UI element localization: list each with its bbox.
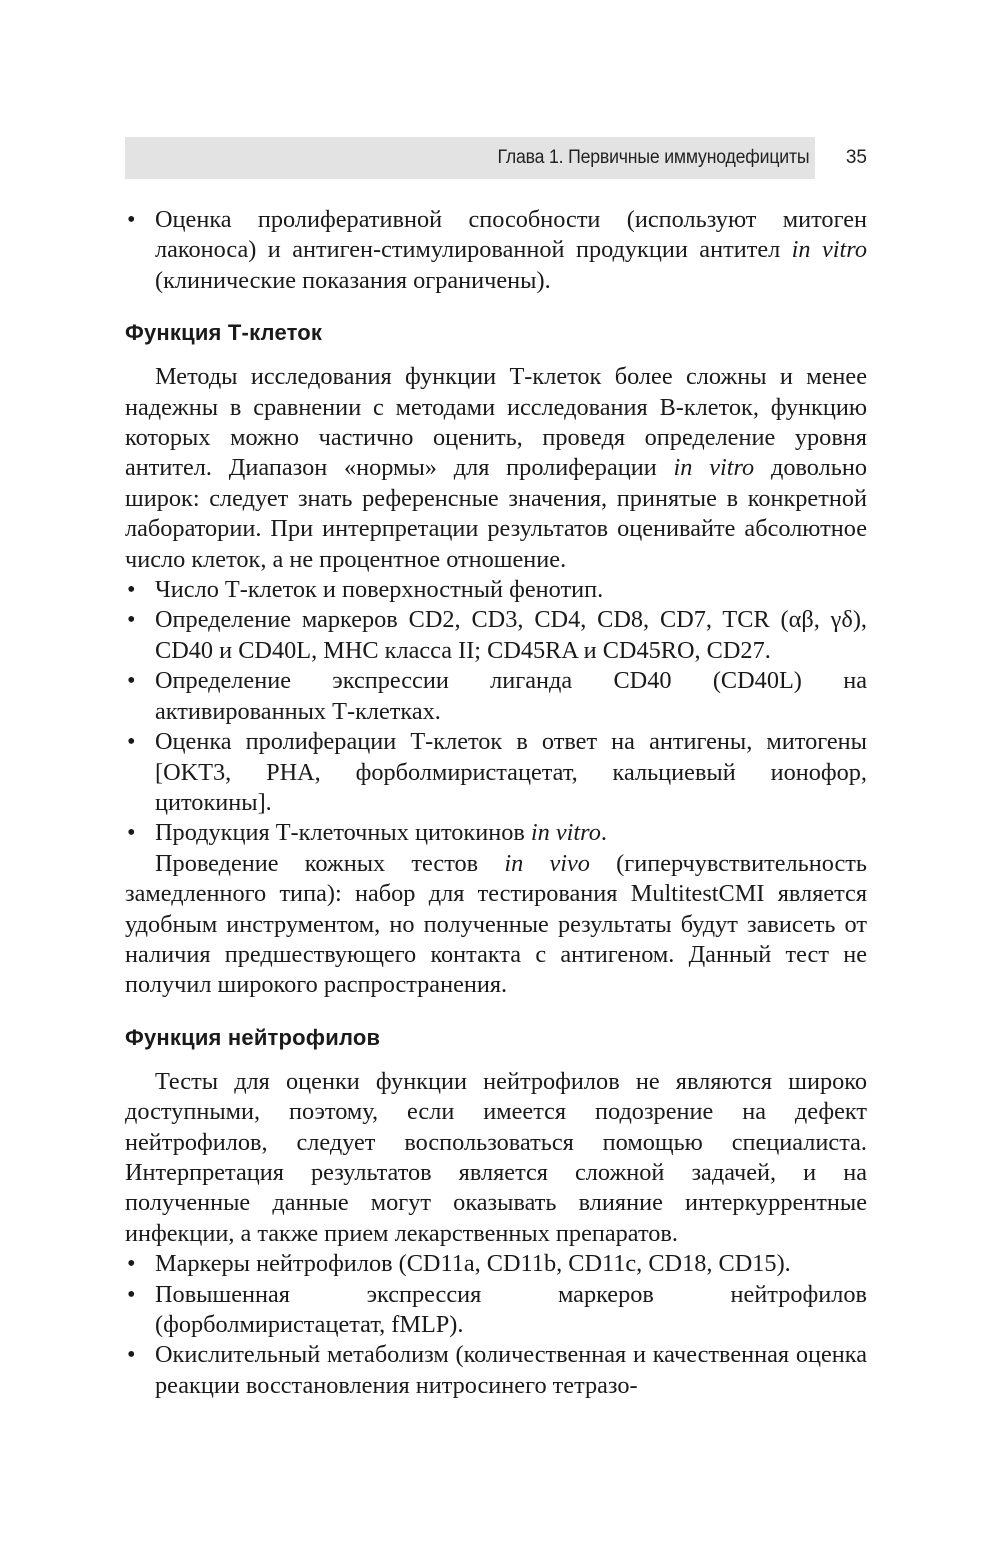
intro-bullet-list xyxy=(125,205,867,296)
bullet-icon: • xyxy=(127,606,136,634)
list-item-text: Маркеры нейтрофилов (CD11a, CD11b, CD11c, CD18, CD15). xyxy=(155,1250,791,1278)
paragraph xyxy=(125,849,867,1001)
section-heading-neutrophils: Функция нейтрофилов xyxy=(125,1024,381,1050)
list-item-text: Определение экспрессии лиганда CD40 (CD40L) на активированных Т-клетках. xyxy=(155,667,867,725)
list-item xyxy=(125,727,867,818)
paragraph-text: довольно широк: следует знать референсные значения, принятые в конкретной лаборатории. При интерпретации результатов оценивайте абсолютное число клеток, а не процентное отношение. xyxy=(125,454,867,573)
list-item-text: Продукция Т-клеточных цитокинов xyxy=(155,819,531,847)
list-item xyxy=(125,666,867,727)
list-item-text: . xyxy=(600,819,607,847)
page-number: 35 xyxy=(845,147,867,168)
list-item xyxy=(125,1340,867,1401)
paragraph-text: Проведение кожных тестов xyxy=(155,849,505,877)
section-heading-t-cells: Функция Т-клеток xyxy=(125,320,323,346)
paragraph xyxy=(125,362,867,575)
bullet-icon: • xyxy=(127,576,136,604)
bullet-icon: • xyxy=(127,667,136,695)
bullet-icon: • xyxy=(127,1280,136,1308)
paragraph-italic: in vitro xyxy=(673,454,755,482)
paragraph-text: Методы исследования функции Т-клеток более сложны и менее надежны в сравнении с методами исследования В-клеток, функцию которых можно частично оценить, проведя определение уровня антител. Диапазон «нормы» для пролиферации xyxy=(125,363,867,482)
bullet-icon: • xyxy=(127,819,136,847)
list-item xyxy=(125,1280,867,1341)
list-item-italic: in vitro xyxy=(530,819,601,847)
paragraph: Тесты для оценки функции нейтрофилов не являются широко доступными, поэтому, если имеется подозрение на дефект нейтрофилов, следует воспользоваться помощью специалиста. Интерпретация результатов является сложной задачей, и на полученные данные могут оказывать влияние интеркуррентные инфекции, а также прием лекарственных препаратов. xyxy=(125,1067,867,1247)
list-item-italic: in vitro xyxy=(791,236,867,264)
paragraph-italic: in vivo xyxy=(504,849,590,877)
bullet-icon: • xyxy=(127,728,136,756)
page-content xyxy=(125,205,867,1401)
list-item-text: Число Т-клеток и поверхностный фенотип. xyxy=(155,576,604,604)
list-item-text: Окислительный метаболизм (количественная и качественная оценка реакции восстановления нитросинего тетразо- xyxy=(155,1341,867,1399)
list-item xyxy=(125,575,867,605)
chapter-title: Глава 1. Первичные иммунодефициты xyxy=(497,147,809,168)
book-page xyxy=(125,137,867,1401)
bullet-icon: • xyxy=(127,1341,136,1369)
list-item xyxy=(125,1249,867,1279)
list-item xyxy=(125,818,867,848)
list-item xyxy=(125,605,867,666)
list-item-text: Повышенная экспрессия маркеров нейтрофилов (форболмиристацетат, fMLP). xyxy=(155,1280,867,1338)
list-item-text: Оценка пролиферативной способности (используют митоген лаконоса) и антиген-стимулированной продукции антител xyxy=(155,206,867,264)
bullet-icon: • xyxy=(127,206,136,233)
list-item xyxy=(125,205,867,296)
list-item-text: (клинические показания ограничены). xyxy=(155,266,551,294)
bullet-icon: • xyxy=(127,1250,136,1278)
list-item-text: Оценка пролиферации Т-клеток в ответ на антигены, митогены [OKT3, PHA, форболмиристацетат, кальциевый ионофор, цитокины]. xyxy=(155,728,867,816)
t-cell-bullet-list xyxy=(125,575,867,849)
list-item-text: Определение маркеров CD2, CD3, CD4, CD8, CD7, TCR (αβ, γδ), CD40 и CD40L, MHC класса II; CD45RA и CD45RO, CD27. xyxy=(155,606,867,664)
neutrophil-bullet-list xyxy=(125,1249,867,1401)
running-head xyxy=(125,137,867,179)
paragraph-text: (гиперчувствительность замедленного типа): набор для тестирования MultitestCMI является удобным инструментом, но полученные результаты будут зависеть от наличия предшествующего контакта с антигеном. Данный тест не получил широкого распространения. xyxy=(125,849,867,999)
